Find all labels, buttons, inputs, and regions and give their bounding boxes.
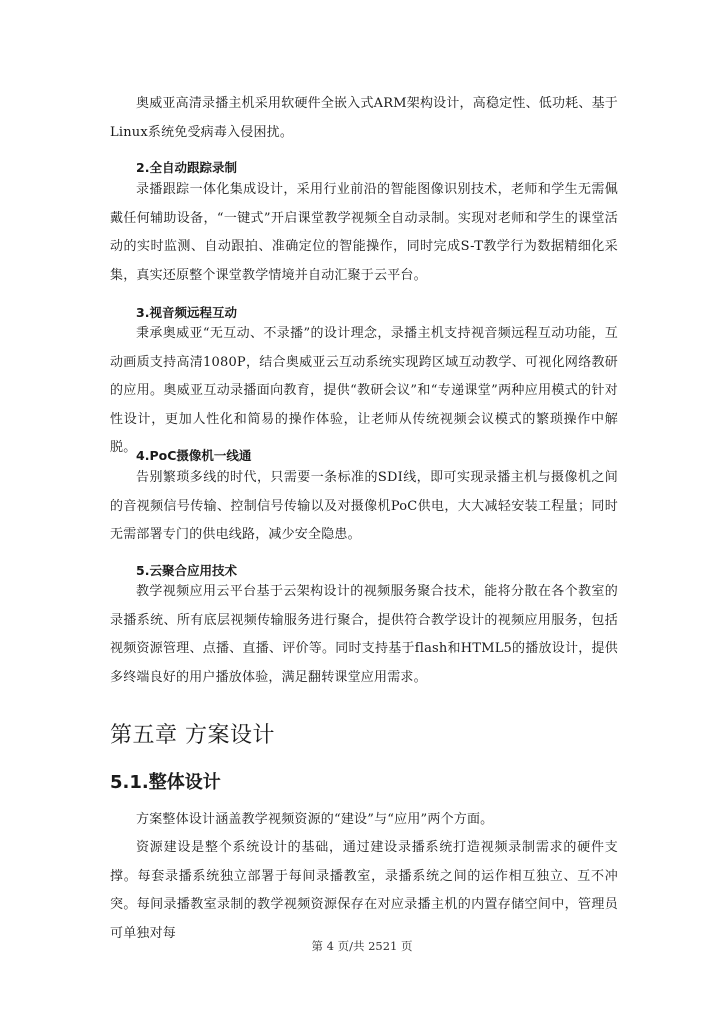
section-body-poc-camera: 告别繁琐多线的时代，只需要一条标准的SDI线，即可实现录播主机与摄像机之间的音视频信号传输、控制信号传输以及对摄像机PoC供电，大大减轻安装工程量；同时无需部署专门的供电线路，减少安全隐患。 <box>110 470 618 543</box>
page-footer: 第 4 页/共 2521 页 <box>311 939 413 953</box>
section-body-cloud-aggregation: 教学视频应用云平台基于云架构设计的视频服务聚合技术，能将分散在各个教室的录播系统、所有底层视频传输服务进行聚合，提供符合教学设计的视频应用服务，包括视频资源管理、点播、直播、评价等。同时支持基于flash和HTML5的播放设计，提供多终端良好的用户播放体验，满足翻转课堂应用需求。 <box>110 584 618 685</box>
section-heading-remote-interaction: 3.视音频远程互动 <box>136 305 237 320</box>
section-title-overall-design: 5.1.整体设计 <box>110 772 221 793</box>
chapter-paragraph-1: 方案整体设计涵盖教学视频资源的“建设”与“应用”两个方面。 <box>136 812 494 827</box>
section-body-remote-interaction: 秉承奥威亚“无互动、不录播”的设计理念，录播主机支持视音频远程互动功能，互动画质支持高清1080P，结合奥威亚云互动系统实现跨区域互动教学、可视化网络教研的应用。奥威亚互动录播面向教育，提供“教研会议”和“专递课堂”两种应用模式的针对性设计，更加人性化和简易的操作体验，让老师从传统视频会议模式的繁琐操作中解脱。 <box>110 326 618 456</box>
chapter-paragraph-2: 资源建设是整个系统设计的基础，通过建设录播系统打造视频录制需求的硬件支撑。每套录播系统独立部署于每间录播教室，录播系统之间的运作相互独立、互不冲突。每间录播教室录制的教学视频资源保存在对应录播主机的内置存储空间中，管理员可单独对每 <box>110 840 618 941</box>
section-heading-poc-camera: 4.PoC摄像机一线通 <box>136 448 252 463</box>
intro-paragraph: 奥威亚高清录播主机采用软硬件全嵌入式ARM架构设计，高稳定性、低功耗、基于Linux系统免受病毒入侵困扰。 <box>110 96 618 140</box>
section-body-auto-tracking: 录播跟踪一体化集成设计，采用行业前沿的智能图像识别技术，老师和学生无需佩戴任何辅助设备，“一键式”开启课堂教学视频全自动录制。实现对老师和学生的课堂活动的实时监测、自动跟拍、准确定位的智能操作，同时完成S-T教学行为数据精细化采集，真实还原整个课堂教学情境并自动汇聚于云平台。 <box>110 182 618 283</box>
section-heading-auto-tracking: 2.全自动跟踪录制 <box>136 160 237 175</box>
chapter-title: 第五章 方案设计 <box>110 723 275 748</box>
section-heading-cloud-aggregation: 5.云聚合应用技术 <box>136 563 237 578</box>
